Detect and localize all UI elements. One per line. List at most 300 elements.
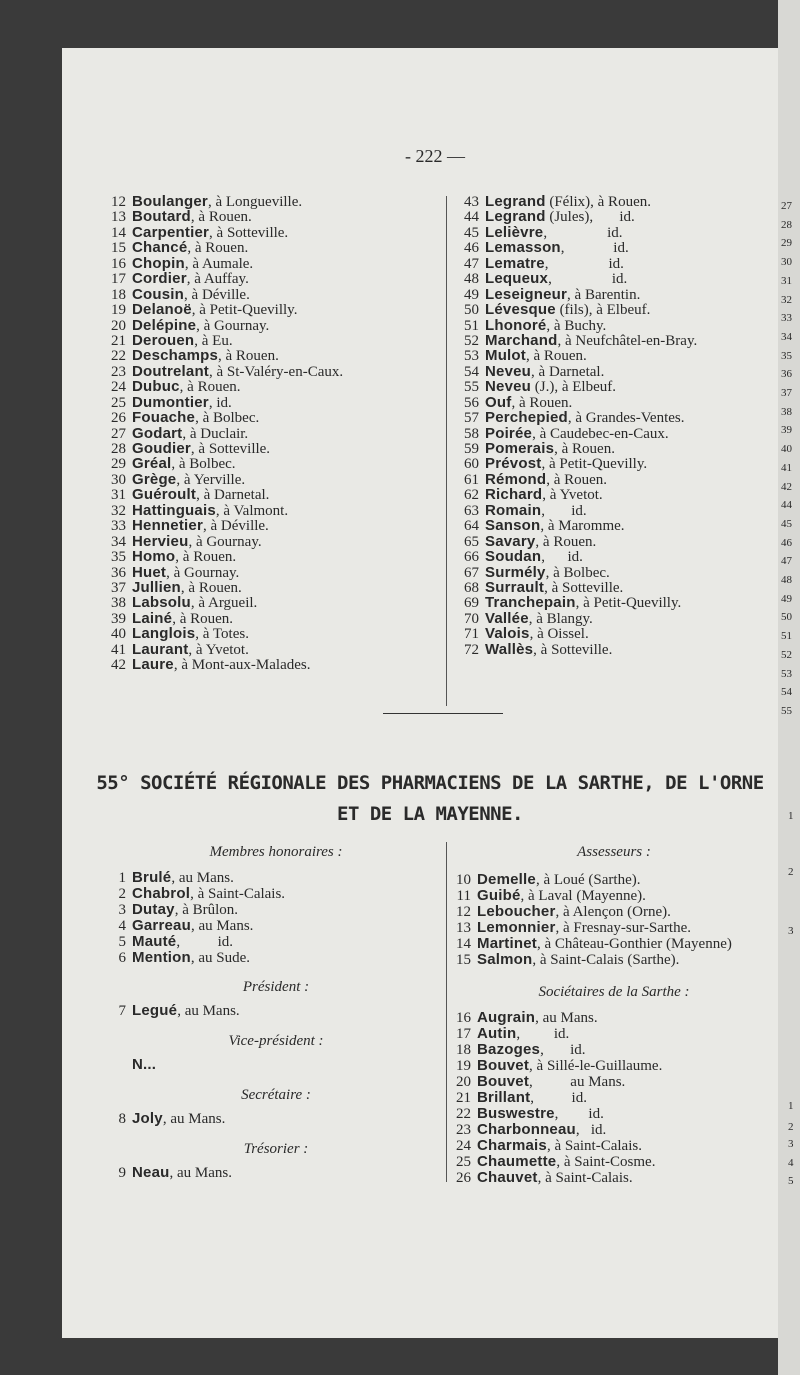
margin-number: 54 — [781, 686, 792, 699]
heading-societaires: Sociétaires de la Sarthe : — [538, 984, 690, 1000]
member-name: Salmon — [477, 951, 533, 968]
president-entry — [104, 1003, 434, 1019]
entry-number: 22 — [456, 1106, 471, 1122]
margin-number: 34 — [781, 330, 792, 343]
entry-number: 67 — [464, 564, 479, 581]
entry-number: 24 — [111, 379, 126, 396]
member-location: , au Mans. — [171, 870, 234, 886]
margin-number: 50 — [781, 611, 792, 624]
member-name: Lhonoré — [485, 316, 547, 334]
member-name: Labsolu — [132, 594, 191, 612]
member-location: , à Eu. — [194, 332, 233, 349]
member-entry — [457, 456, 697, 471]
member-name: Langlois — [132, 625, 196, 643]
entry-number: 15 — [111, 240, 126, 257]
entry-number: 12 — [111, 194, 126, 210]
member-location: , à Rouen. — [535, 533, 597, 550]
member-entry — [449, 1090, 779, 1106]
member-location: , à Sotteville. — [190, 441, 271, 457]
member-entry — [457, 595, 697, 610]
entry-number: 48 — [464, 271, 479, 288]
margin-number: 3 — [788, 1138, 794, 1150]
member-location: , au Mans. — [177, 1003, 240, 1019]
member-entry — [449, 936, 779, 952]
entry-number: 69 — [464, 595, 479, 612]
heading-vice-president: Vice-président : — [228, 1033, 324, 1049]
member-location: (Félix), à Rouen. — [545, 194, 651, 210]
member-location: , à Laval (Mayenne). — [520, 888, 646, 904]
member-name: Vallée — [485, 609, 529, 627]
margin-number: 2 — [788, 866, 794, 878]
entry-number: 24 — [456, 1138, 471, 1154]
member-name: Laure — [132, 656, 174, 674]
member-location: , id. — [530, 1090, 587, 1106]
entry-number: 3 — [118, 902, 126, 918]
margin-number: 4 — [788, 1157, 794, 1169]
member-name: Demelle — [477, 871, 536, 888]
margin-number: 49 — [781, 592, 792, 605]
member-location: , à Rouen. — [180, 579, 242, 596]
entry-number: 68 — [464, 579, 479, 596]
margin-number: 46 — [781, 536, 792, 549]
member-location: , à Rouen. — [554, 441, 615, 457]
member-location: , à Rouen. — [525, 348, 587, 365]
member-location: , à St-Valéry-en-Caux. — [209, 363, 344, 380]
column-divider-lower — [446, 842, 447, 1182]
entry-number: 49 — [464, 286, 479, 303]
member-entry — [104, 565, 343, 580]
member-name: Perchepied — [485, 409, 568, 427]
entry-number: 7 — [118, 1003, 126, 1019]
entry-number: 12 — [456, 904, 471, 920]
member-name: Guibé — [477, 887, 521, 904]
entry-number: 45 — [464, 224, 479, 241]
member-location: , à Rouen. — [190, 209, 252, 226]
member-location: (J.), à Elbeuf. — [531, 379, 616, 396]
member-entry — [104, 472, 343, 487]
member-entry — [104, 379, 343, 394]
member-location: , à Fresnay-sur-Sarthe. — [555, 920, 691, 936]
member-entry — [457, 472, 697, 487]
member-name: Hervieu — [132, 532, 189, 550]
member-entry — [449, 920, 779, 936]
member-entry — [104, 611, 343, 626]
member-entry — [457, 534, 697, 549]
member-name: Rémond — [485, 470, 547, 488]
member-entry — [104, 194, 343, 209]
member-location: , à Sillé-le-Guillaume. — [529, 1058, 663, 1074]
member-name: Brulé — [132, 869, 172, 886]
member-entry — [457, 580, 697, 595]
margin-number: 33 — [781, 312, 792, 325]
member-name: Neveu — [485, 378, 532, 396]
member-name: Chabrol — [132, 885, 191, 902]
entry-number: 52 — [464, 332, 479, 349]
entry-number: 4 — [118, 918, 126, 934]
entry-number: 47 — [464, 255, 479, 272]
member-name: Marchand — [485, 331, 558, 349]
entry-number: 32 — [111, 502, 126, 519]
entry-number: 10 — [456, 872, 471, 888]
member-entry — [449, 952, 779, 968]
member-location: , à Sotteville. — [209, 224, 289, 241]
member-name: Hattinguais — [132, 501, 216, 519]
member-name: Surrault — [485, 578, 545, 596]
member-name: Bouvet — [477, 1073, 530, 1090]
entry-number: 23 — [456, 1122, 471, 1138]
member-location: , à Petit-Quevilly. — [575, 595, 682, 612]
member-location: , à Longueville. — [207, 194, 303, 210]
margin-number: 44 — [781, 499, 792, 512]
heading-assesseurs: Assesseurs : — [577, 844, 651, 860]
member-location: , à Alençon (Orne). — [555, 904, 671, 920]
entry-number: 72 — [464, 641, 479, 658]
margin-number: 45 — [781, 517, 792, 530]
entry-number: 42 — [111, 657, 126, 674]
member-location: , à Saint-Calais. — [546, 1138, 642, 1154]
member-location: , à Bolbec. — [545, 564, 610, 581]
member-location: , à Bolbec. — [171, 456, 236, 473]
entry-number: 14 — [111, 224, 126, 241]
member-entry — [104, 503, 343, 518]
member-entry — [457, 348, 697, 363]
member-location: , à Bolbec. — [195, 410, 260, 427]
member-entry — [457, 271, 697, 286]
member-entry — [449, 872, 779, 888]
entry-number: 6 — [118, 950, 126, 966]
entry-number: 57 — [464, 410, 479, 427]
entry-number: 71 — [464, 626, 479, 643]
margin-number: 5 — [788, 1175, 794, 1187]
entry-number: 36 — [111, 564, 126, 581]
member-name: Lematre — [485, 254, 545, 272]
member-name: Legrand — [485, 208, 546, 226]
member-entry — [449, 888, 779, 904]
member-location: , au Sude. — [190, 950, 251, 966]
member-location: , à Gournay. — [166, 564, 240, 581]
section-rule — [383, 713, 503, 714]
member-name: Augrain — [477, 1009, 536, 1026]
member-entry — [104, 240, 343, 255]
member-location: , id. — [540, 1042, 586, 1058]
member-entry — [457, 240, 697, 255]
entry-number: 58 — [464, 425, 479, 442]
entry-number: 56 — [464, 394, 479, 411]
member-name: Deschamps — [132, 347, 219, 365]
member-name: Fouache — [132, 409, 196, 427]
member-name: Dutay — [132, 901, 175, 918]
member-location: , à Argueil. — [190, 595, 258, 612]
member-name: Brillant — [477, 1089, 531, 1106]
margin-number: 28 — [781, 218, 792, 231]
entry-number: 64 — [464, 518, 479, 535]
heading-president: Président : — [242, 979, 310, 995]
member-name: Charbonneau — [477, 1121, 576, 1138]
entry-number: 9 — [118, 1165, 126, 1181]
member-entry — [104, 333, 343, 348]
entry-number: 44 — [464, 209, 479, 226]
entry-number: 37 — [111, 579, 126, 596]
member-entry — [449, 1106, 779, 1122]
member-location: , à Rouen. — [511, 394, 573, 411]
margin-numbers-top — [781, 197, 800, 721]
member-entry — [457, 209, 697, 224]
member-location: , à Rouen. — [546, 471, 608, 488]
member-name: Mention — [132, 949, 191, 966]
member-entry — [449, 1122, 779, 1138]
margin-number: 37 — [781, 387, 792, 400]
member-name: Leseigneur — [485, 285, 568, 303]
entry-number: 55 — [464, 379, 479, 396]
member-name: N... — [132, 1056, 157, 1073]
member-location: , au Mans. — [190, 918, 254, 934]
member-name: Goudier — [132, 440, 191, 457]
member-entry — [104, 456, 343, 471]
member-location: , à Petit-Quevilly. — [191, 302, 298, 319]
member-entry — [104, 1057, 434, 1073]
margin-number: 41 — [781, 461, 792, 474]
sarthe-right-column — [449, 842, 779, 1186]
member-name: Lequeux — [485, 270, 549, 288]
entry-number: 54 — [464, 363, 479, 380]
margin-number: 1 — [788, 1100, 794, 1112]
member-name: Delépine — [132, 316, 197, 334]
member-entry — [104, 549, 343, 564]
member-location: , à Rouen. — [218, 348, 279, 365]
member-location: , id. — [541, 502, 587, 519]
member-location: , à Rouen. — [175, 549, 237, 566]
member-entry — [104, 534, 343, 549]
member-name: Cordier — [132, 270, 187, 288]
member-name: Buswestre — [477, 1105, 555, 1122]
member-list-right — [457, 194, 697, 657]
margin-number: 47 — [781, 555, 792, 568]
member-name: Richard — [485, 486, 543, 504]
heading-tresorier: Trésorier : — [243, 1141, 309, 1157]
member-name: Guéroult — [132, 486, 197, 504]
member-name: Poirée — [485, 424, 533, 442]
section-title: 55° SOCIÉTÉ RÉGIONALE DES PHARMACIENS DE LA SARTHE, DE L'ORNE — [96, 772, 764, 794]
member-location: , à Saint-Cosme. — [556, 1154, 656, 1170]
entry-number: 25 — [111, 394, 126, 411]
member-location: , à Caudebec-en-Caux. — [532, 425, 669, 442]
member-location: , à Déville. — [203, 518, 269, 535]
member-entry — [457, 395, 697, 410]
member-entry — [104, 626, 343, 641]
entry-number: 13 — [111, 209, 126, 226]
member-entry — [457, 225, 697, 240]
entry-number: 43 — [464, 194, 479, 210]
member-name: Romain — [485, 501, 542, 519]
member-entry — [104, 348, 343, 363]
member-location: (fils), à Elbeuf. — [555, 302, 651, 319]
member-entry — [104, 902, 434, 918]
member-location: , à Darnetal. — [531, 363, 605, 380]
member-location: , à Yvetot. — [542, 487, 603, 504]
heading-honoraires: Membres honoraires : — [209, 844, 343, 860]
member-location: , à Gournay. — [188, 533, 262, 550]
member-name: Martinet — [477, 935, 537, 952]
member-entry — [457, 287, 697, 302]
margin-number: 27 — [781, 200, 792, 212]
member-name: Homo — [132, 548, 176, 566]
member-location: , id. — [176, 934, 234, 950]
member-name: Jullien — [132, 578, 181, 596]
entry-number: 20 — [456, 1074, 471, 1090]
member-entry — [449, 1154, 779, 1170]
entry-number: 15 — [456, 952, 471, 968]
margin-number: 38 — [781, 405, 792, 418]
member-location: , au Mans. — [162, 1111, 226, 1127]
member-entry — [457, 549, 697, 564]
member-location: , id. — [208, 394, 232, 411]
entry-number: 17 — [111, 271, 126, 288]
member-entry — [457, 503, 697, 518]
member-location: , à Barentin. — [567, 286, 641, 303]
entry-number: 46 — [464, 240, 479, 257]
entry-number: 14 — [456, 936, 471, 952]
member-location: , à Gournay. — [196, 317, 270, 334]
member-name: Chopin — [132, 254, 185, 272]
member-location: , id. — [516, 1026, 570, 1042]
member-name: Ouf — [485, 393, 512, 411]
margin-number: 55 — [781, 704, 792, 717]
margin-number: 2 — [788, 1121, 794, 1133]
entry-number: 16 — [456, 1010, 471, 1026]
member-entry — [457, 318, 697, 333]
member-location: , id. — [544, 255, 624, 272]
entry-number: 39 — [111, 610, 126, 627]
member-entry — [104, 918, 434, 934]
member-entry — [449, 1042, 779, 1058]
member-entry — [449, 1058, 779, 1074]
member-location: , au Mans. — [169, 1165, 232, 1181]
member-name: Mulot — [485, 347, 526, 365]
member-name: Bazoges — [477, 1041, 541, 1058]
member-name: Leboucher — [477, 903, 556, 920]
entry-number: 20 — [111, 317, 126, 334]
member-location: , id. — [575, 1122, 607, 1138]
member-entry — [104, 395, 343, 410]
member-entry — [104, 595, 343, 610]
member-entry — [104, 487, 343, 502]
member-location: , à Petit-Quevilly. — [541, 456, 648, 473]
member-name: Carpentier — [132, 223, 210, 241]
entry-number: 28 — [111, 441, 126, 457]
member-location: , à Yerville. — [176, 471, 246, 488]
member-location: , à Saint-Calais (Sarthe). — [532, 952, 680, 968]
margin-number: 31 — [781, 274, 792, 287]
member-entry — [104, 410, 343, 425]
section-title-continued: ET DE LA MAYENNE. — [337, 803, 523, 825]
member-entry — [104, 287, 343, 302]
member-name: Legrand — [485, 193, 546, 210]
member-entry — [457, 441, 697, 456]
entry-number: 41 — [111, 641, 126, 658]
member-name: Surmély — [485, 563, 546, 581]
member-name: Legué — [132, 1002, 178, 1019]
member-location: , à Yvetot. — [188, 641, 249, 658]
member-entry — [104, 271, 343, 286]
member-name: Boutard — [132, 208, 191, 226]
margin-number: 39 — [781, 424, 792, 437]
member-entry — [457, 302, 697, 317]
member-entry — [104, 1111, 434, 1127]
member-location: , à Château-Gonthier (Mayenne) — [536, 936, 732, 952]
member-entry — [104, 441, 343, 456]
member-entry — [104, 934, 434, 950]
member-name: Doutrelant — [132, 362, 209, 380]
margin-number: 1 — [788, 810, 794, 822]
member-name: Huet — [132, 563, 167, 581]
member-location: , à Auffay. — [186, 271, 249, 288]
member-entry — [457, 611, 697, 626]
member-name: Gréal — [132, 455, 172, 473]
member-entry — [457, 410, 697, 425]
member-entry — [104, 1165, 434, 1181]
member-name: Dumontier — [132, 393, 209, 411]
entry-number: 25 — [456, 1154, 471, 1170]
entry-number: 22 — [111, 348, 126, 365]
member-entry — [104, 642, 343, 657]
member-name: Neau — [132, 1164, 170, 1181]
member-entry — [104, 256, 343, 271]
member-name: Hennetier — [132, 517, 203, 535]
member-location: , à Rouen. — [187, 240, 249, 257]
entry-number: 11 — [456, 888, 471, 904]
member-name: Tranchepain — [485, 594, 576, 612]
member-location: , id. — [560, 240, 629, 257]
member-location: , à Brûlon. — [174, 902, 239, 918]
member-entry — [104, 580, 343, 595]
tresorier-entry — [104, 1165, 434, 1181]
member-entry — [449, 1026, 779, 1042]
member-location: , id. — [541, 549, 583, 566]
entry-number: 61 — [464, 471, 479, 488]
member-entry — [104, 518, 343, 533]
entry-number: 40 — [111, 626, 126, 643]
member-location: , id. — [554, 1106, 604, 1122]
margin-number: 40 — [781, 443, 792, 456]
entry-number: 13 — [456, 920, 471, 936]
member-name: Derouen — [132, 331, 195, 349]
member-name: Bouvet — [477, 1057, 530, 1074]
member-entry — [457, 565, 697, 580]
member-name: Grège — [132, 470, 177, 488]
member-entry — [104, 364, 343, 379]
member-location: , à Duclair. — [182, 425, 249, 442]
member-location: , à Aumale. — [184, 255, 254, 272]
member-name: Chaumette — [477, 1153, 557, 1170]
member-entry — [449, 1074, 779, 1090]
member-entry — [104, 886, 434, 902]
member-location: , à Rouen. — [179, 379, 241, 396]
member-entry — [457, 642, 697, 657]
member-location: , au Mans. — [535, 1010, 598, 1026]
entry-number: 66 — [464, 549, 479, 566]
member-location: , à Buchy. — [546, 317, 607, 334]
margin-number: 36 — [781, 368, 792, 381]
member-name: Valois — [485, 625, 530, 643]
member-name: Charmais — [477, 1137, 547, 1154]
vice-president-entry — [104, 1057, 434, 1073]
entry-number: 2 — [118, 886, 126, 902]
member-entry — [449, 1138, 779, 1154]
member-location: , id. — [543, 224, 623, 241]
margin-number: 42 — [781, 480, 792, 493]
entry-number: 62 — [464, 487, 479, 504]
member-name: Lemasson — [485, 239, 561, 257]
